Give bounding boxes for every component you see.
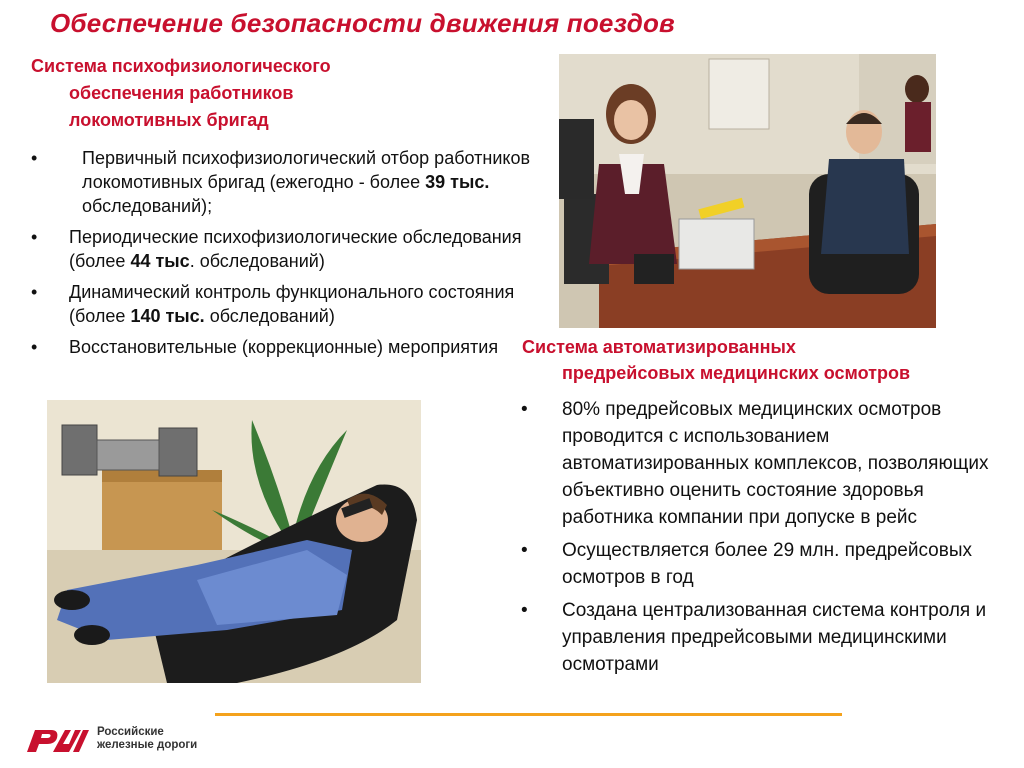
list-item: • Создана централизованная система контроля и управления предрейсовыми медицинскими осмотрами bbox=[562, 597, 1012, 678]
left-heading-line3: локомотивных бригад bbox=[69, 110, 269, 130]
logo-line1: Российские bbox=[97, 726, 164, 738]
photo-medical-exam bbox=[559, 54, 936, 328]
bullet-icon: • bbox=[521, 600, 528, 621]
slide-title: Обеспечение безопасности движения поездов bbox=[50, 8, 675, 38]
photo-relaxation-session bbox=[47, 400, 421, 683]
list-item: • Первичный психофизиологический отбор работников локомотивных бригад (ежегодно - более 39 тыс. обследований); bbox=[31, 148, 531, 216]
list-item: • Периодические психофизиологические обследования (более 44 тыс. обследований) bbox=[31, 227, 522, 271]
right-heading-line2: предрейсовых медицинских осмотров bbox=[562, 363, 911, 383]
list-item: • Восстановительные (коррекционные) мероприятия bbox=[31, 337, 499, 357]
right-section-heading bbox=[522, 334, 1012, 386]
bullet-icon: • bbox=[31, 337, 38, 357]
left-heading-line2: обеспечения работников bbox=[69, 83, 294, 103]
photo-relaxation-illustration bbox=[47, 400, 421, 683]
bullet-icon: • bbox=[31, 148, 38, 168]
left-section-heading bbox=[31, 53, 471, 134]
bullet-icon: • bbox=[31, 227, 38, 247]
list-item: • 80% предрейсовых медицинских осмотров проводится с использованием автоматизированных комплексов, позволяющих объективно оценить состояние здоровья работника компании при допуске в рейс bbox=[562, 396, 1012, 531]
left-bullet-list bbox=[31, 146, 539, 366]
logo-wordmark bbox=[97, 726, 197, 752]
list-item: • Динамический контроль функционального состояния (более 140 тыс. обследований) bbox=[31, 282, 515, 326]
company-logo bbox=[25, 720, 215, 760]
photo-medical-exam-illustration bbox=[559, 54, 936, 328]
right-bullet-list bbox=[521, 396, 1012, 684]
bullet-icon: • bbox=[521, 399, 528, 420]
bullet-icon: • bbox=[31, 282, 38, 302]
footer-divider bbox=[215, 713, 842, 716]
list-item: • Осуществляется более 29 млн. предрейсовых осмотров в год bbox=[562, 537, 1012, 591]
left-heading-line1: Система психофизиологического bbox=[31, 56, 331, 76]
right-heading-line1: Система автоматизированных bbox=[522, 337, 796, 357]
logo-line2: железные дороги bbox=[97, 739, 198, 751]
bullet-icon: • bbox=[521, 540, 528, 561]
rzd-logo-icon bbox=[25, 722, 91, 756]
